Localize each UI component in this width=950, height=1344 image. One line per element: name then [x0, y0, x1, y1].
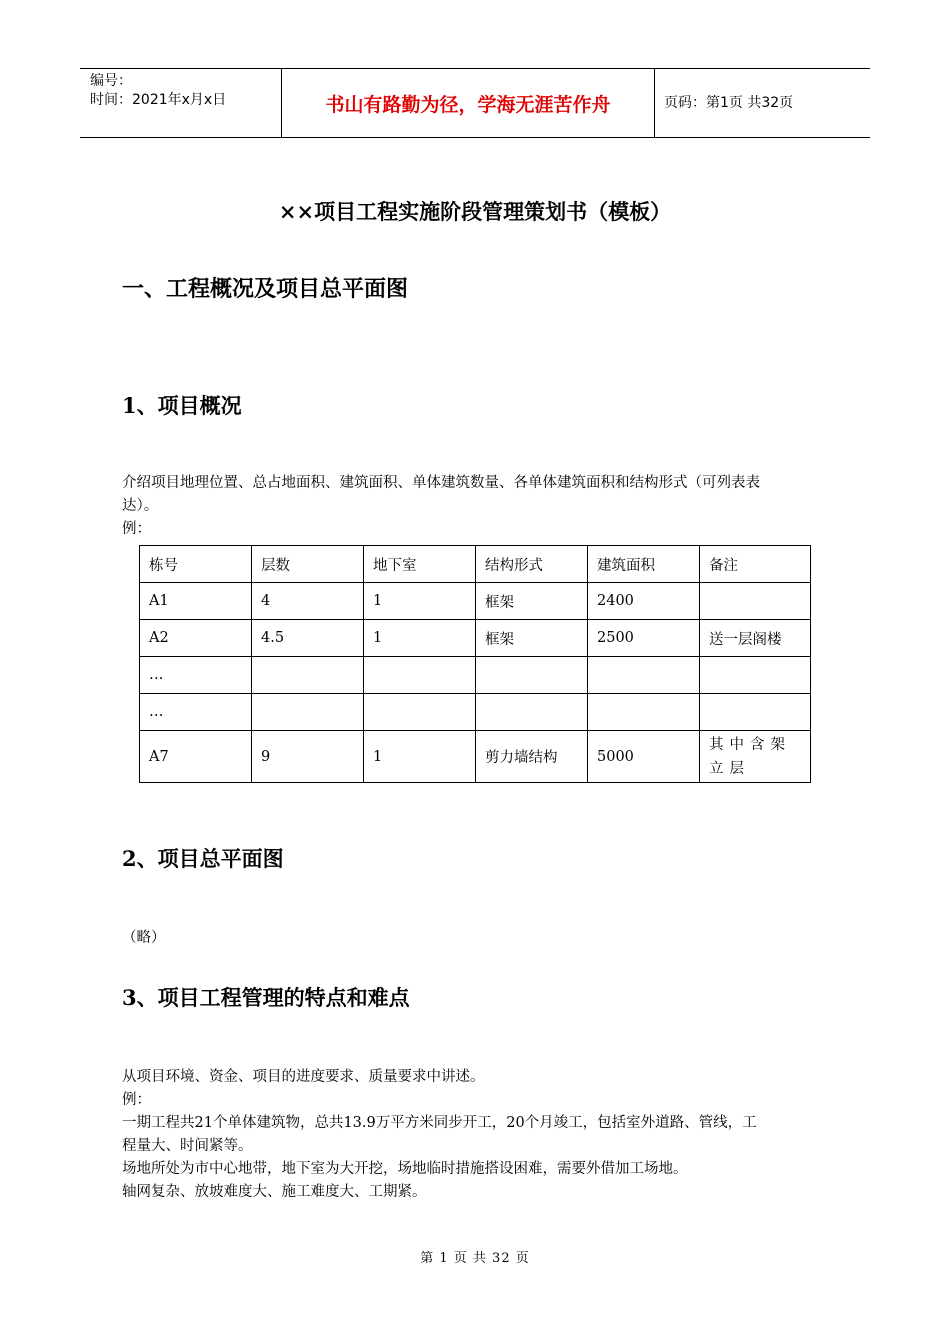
table-cell — [364, 657, 476, 694]
table-cell — [700, 583, 811, 620]
paragraph-features — [122, 1066, 832, 1204]
subsection-heading-project-overview: 1、项目概况 — [122, 393, 242, 418]
table-cell — [700, 657, 811, 694]
paragraph-line: 场地所处为市中心地带，地下室为大开挖，场地临时措施搭设困难，需要外借加工场地。 — [122, 1161, 688, 1177]
example-label: 例： — [122, 521, 151, 537]
table-cell: 框架 — [476, 620, 588, 657]
subsection-heading-features-difficulties: 3、项目工程管理的特点和难点 — [122, 985, 410, 1010]
example-label: 例： — [122, 1092, 151, 1108]
page-header — [80, 68, 870, 138]
document-number-label: 编号： — [90, 73, 132, 89]
table-cell: A1 — [140, 583, 252, 620]
table-cell: … — [140, 694, 252, 731]
table-cell: 框架 — [476, 583, 588, 620]
table-header-cell: 备注 — [700, 546, 811, 583]
header-page-info: 页码：第1页 共32页 — [664, 95, 794, 111]
paragraph-line: 轴网复杂、放坡难度大、施工难度大、工期紧。 — [122, 1184, 427, 1200]
subsection-heading-site-plan: 2、项目总平面图 — [122, 846, 284, 871]
table-header-row — [140, 546, 811, 583]
table-cell — [476, 694, 588, 731]
page-footer: 第 1 页 共 32 页 — [420, 1251, 530, 1266]
table-cell — [476, 657, 588, 694]
table-cell — [364, 694, 476, 731]
table-row — [140, 731, 811, 783]
building-table — [139, 545, 811, 783]
table-cell: 4 — [252, 583, 364, 620]
table-cell: A2 — [140, 620, 252, 657]
table-cell: 送一层阁楼 — [700, 620, 811, 657]
table-cell: 9 — [252, 731, 364, 783]
table-cell: 4.5 — [252, 620, 364, 657]
table-cell — [252, 694, 364, 731]
table-cell: 剪力墙结构 — [476, 731, 588, 783]
table-cell: 1 — [364, 620, 476, 657]
table-cell: 1 — [364, 731, 476, 783]
table-row — [140, 620, 811, 657]
table-cell — [252, 657, 364, 694]
table-cell — [700, 694, 811, 731]
table-row — [140, 657, 811, 694]
table-cell: 2500 — [588, 620, 700, 657]
paragraph-line: 程量大、时间紧等。 — [122, 1138, 253, 1154]
table-cell — [588, 657, 700, 694]
document-date: 时间：2021年x月x日 — [90, 92, 227, 108]
table-header-cell: 建筑面积 — [588, 546, 700, 583]
paragraph-line: 一期工程共21个单体建筑物，总共13.9万平方米同步开工，20个月竣工，包括室外道路、管线，工 — [122, 1115, 757, 1131]
paragraph-intro — [122, 472, 832, 541]
table-cell — [588, 694, 700, 731]
table-cell: … — [140, 657, 252, 694]
table-cell: A7 — [140, 731, 252, 783]
section-heading-overview: 一、工程概况及项目总平面图 — [122, 276, 409, 302]
table-header-cell: 结构形式 — [476, 546, 588, 583]
document-title: ××项目工程实施阶段管理策划书（模板） — [278, 199, 672, 224]
table-cell: 2400 — [588, 583, 700, 620]
paragraph-line: 介绍项目地理位置、总占地面积、建筑面积、单体建筑数量、各单体建筑面积和结构形式（可列表表 — [122, 475, 760, 491]
table-cell: 其中含架立层 — [700, 731, 811, 783]
table-header-cell: 栋号 — [140, 546, 252, 583]
table-cell: 5000 — [588, 731, 700, 783]
header-divider — [654, 69, 655, 137]
omitted-note: （略） — [122, 930, 166, 946]
table-row — [140, 583, 811, 620]
table-header-cell: 层数 — [252, 546, 364, 583]
paragraph-line: 从项目环境、资金、项目的进度要求、质量要求中讲述。 — [122, 1069, 485, 1085]
header-motto: 书山有路勤为径，学海无涯苦作舟 — [325, 93, 611, 116]
table-cell: 1 — [364, 583, 476, 620]
table-row — [140, 694, 811, 731]
table-header-cell: 地下室 — [364, 546, 476, 583]
paragraph-line: 达）。 — [122, 498, 159, 514]
